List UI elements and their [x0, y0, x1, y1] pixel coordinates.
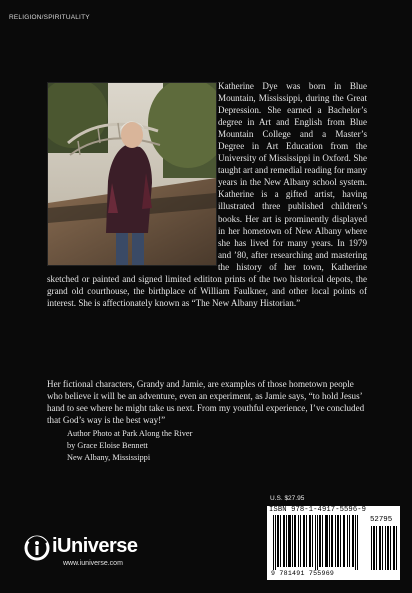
publisher-logo [24, 535, 164, 575]
addon-digits: 52795 [370, 516, 393, 524]
category-label: RELIGION/SPIRITUALITY [9, 14, 90, 21]
photo-credit-line: by Grace Eloise Bennett [67, 440, 148, 450]
isbn-barcode [267, 506, 400, 580]
publisher-url: www.iuniverse.com [63, 560, 123, 567]
publisher-name: iUniverse [52, 535, 138, 557]
iuniverse-icon [24, 535, 50, 561]
author-bio [47, 80, 367, 309]
isbn-text: ISBN 978-1-4917-5596-9 [269, 506, 367, 514]
ean-digits: 9 781491 755969 [271, 570, 335, 577]
book-description: Her fictional characters, Grandy and Jamie, are examples of those hometown people who believe it will be an adventure, even an experiment, as Jamie says, “to hold Jesus’ hand to see where he might take us next. From my youthful experience, I’ve concluded that God’s way is the best way!” [47, 379, 365, 426]
photo-credit [67, 428, 192, 463]
author-bio-text: Katherine Dye was born in Blue Mountain, Mississippi, during the Great Depression. She earned a Bachelor’s degree in Art and English from Blue Mountain College and a Master’s Degree in Art Education from the University of Mississippi in Oxford. She taught art and remedial reading for many years in the New Albany school system. Katherine is a gifted artist, having illustrated three published children’s books. Her art is prominently displayed in her hometown of New Albany where she has lived for many years. In 1979 and ’80, after researching and mastering the history of her town, Katherine sketched or painted and signed limited edititon prints of the two historical depots, the grand old courthouse, the birthplace of William Faulkner, and other local points of interest. She is affectionately known as “The New Albany Historian.” [47, 81, 367, 308]
photo-credit-line: Author Photo at Park Along the River [67, 429, 193, 438]
price-label: U.S. $27.95 [270, 495, 305, 502]
photo-credit-line: New Albany, Mississippi [67, 452, 151, 462]
